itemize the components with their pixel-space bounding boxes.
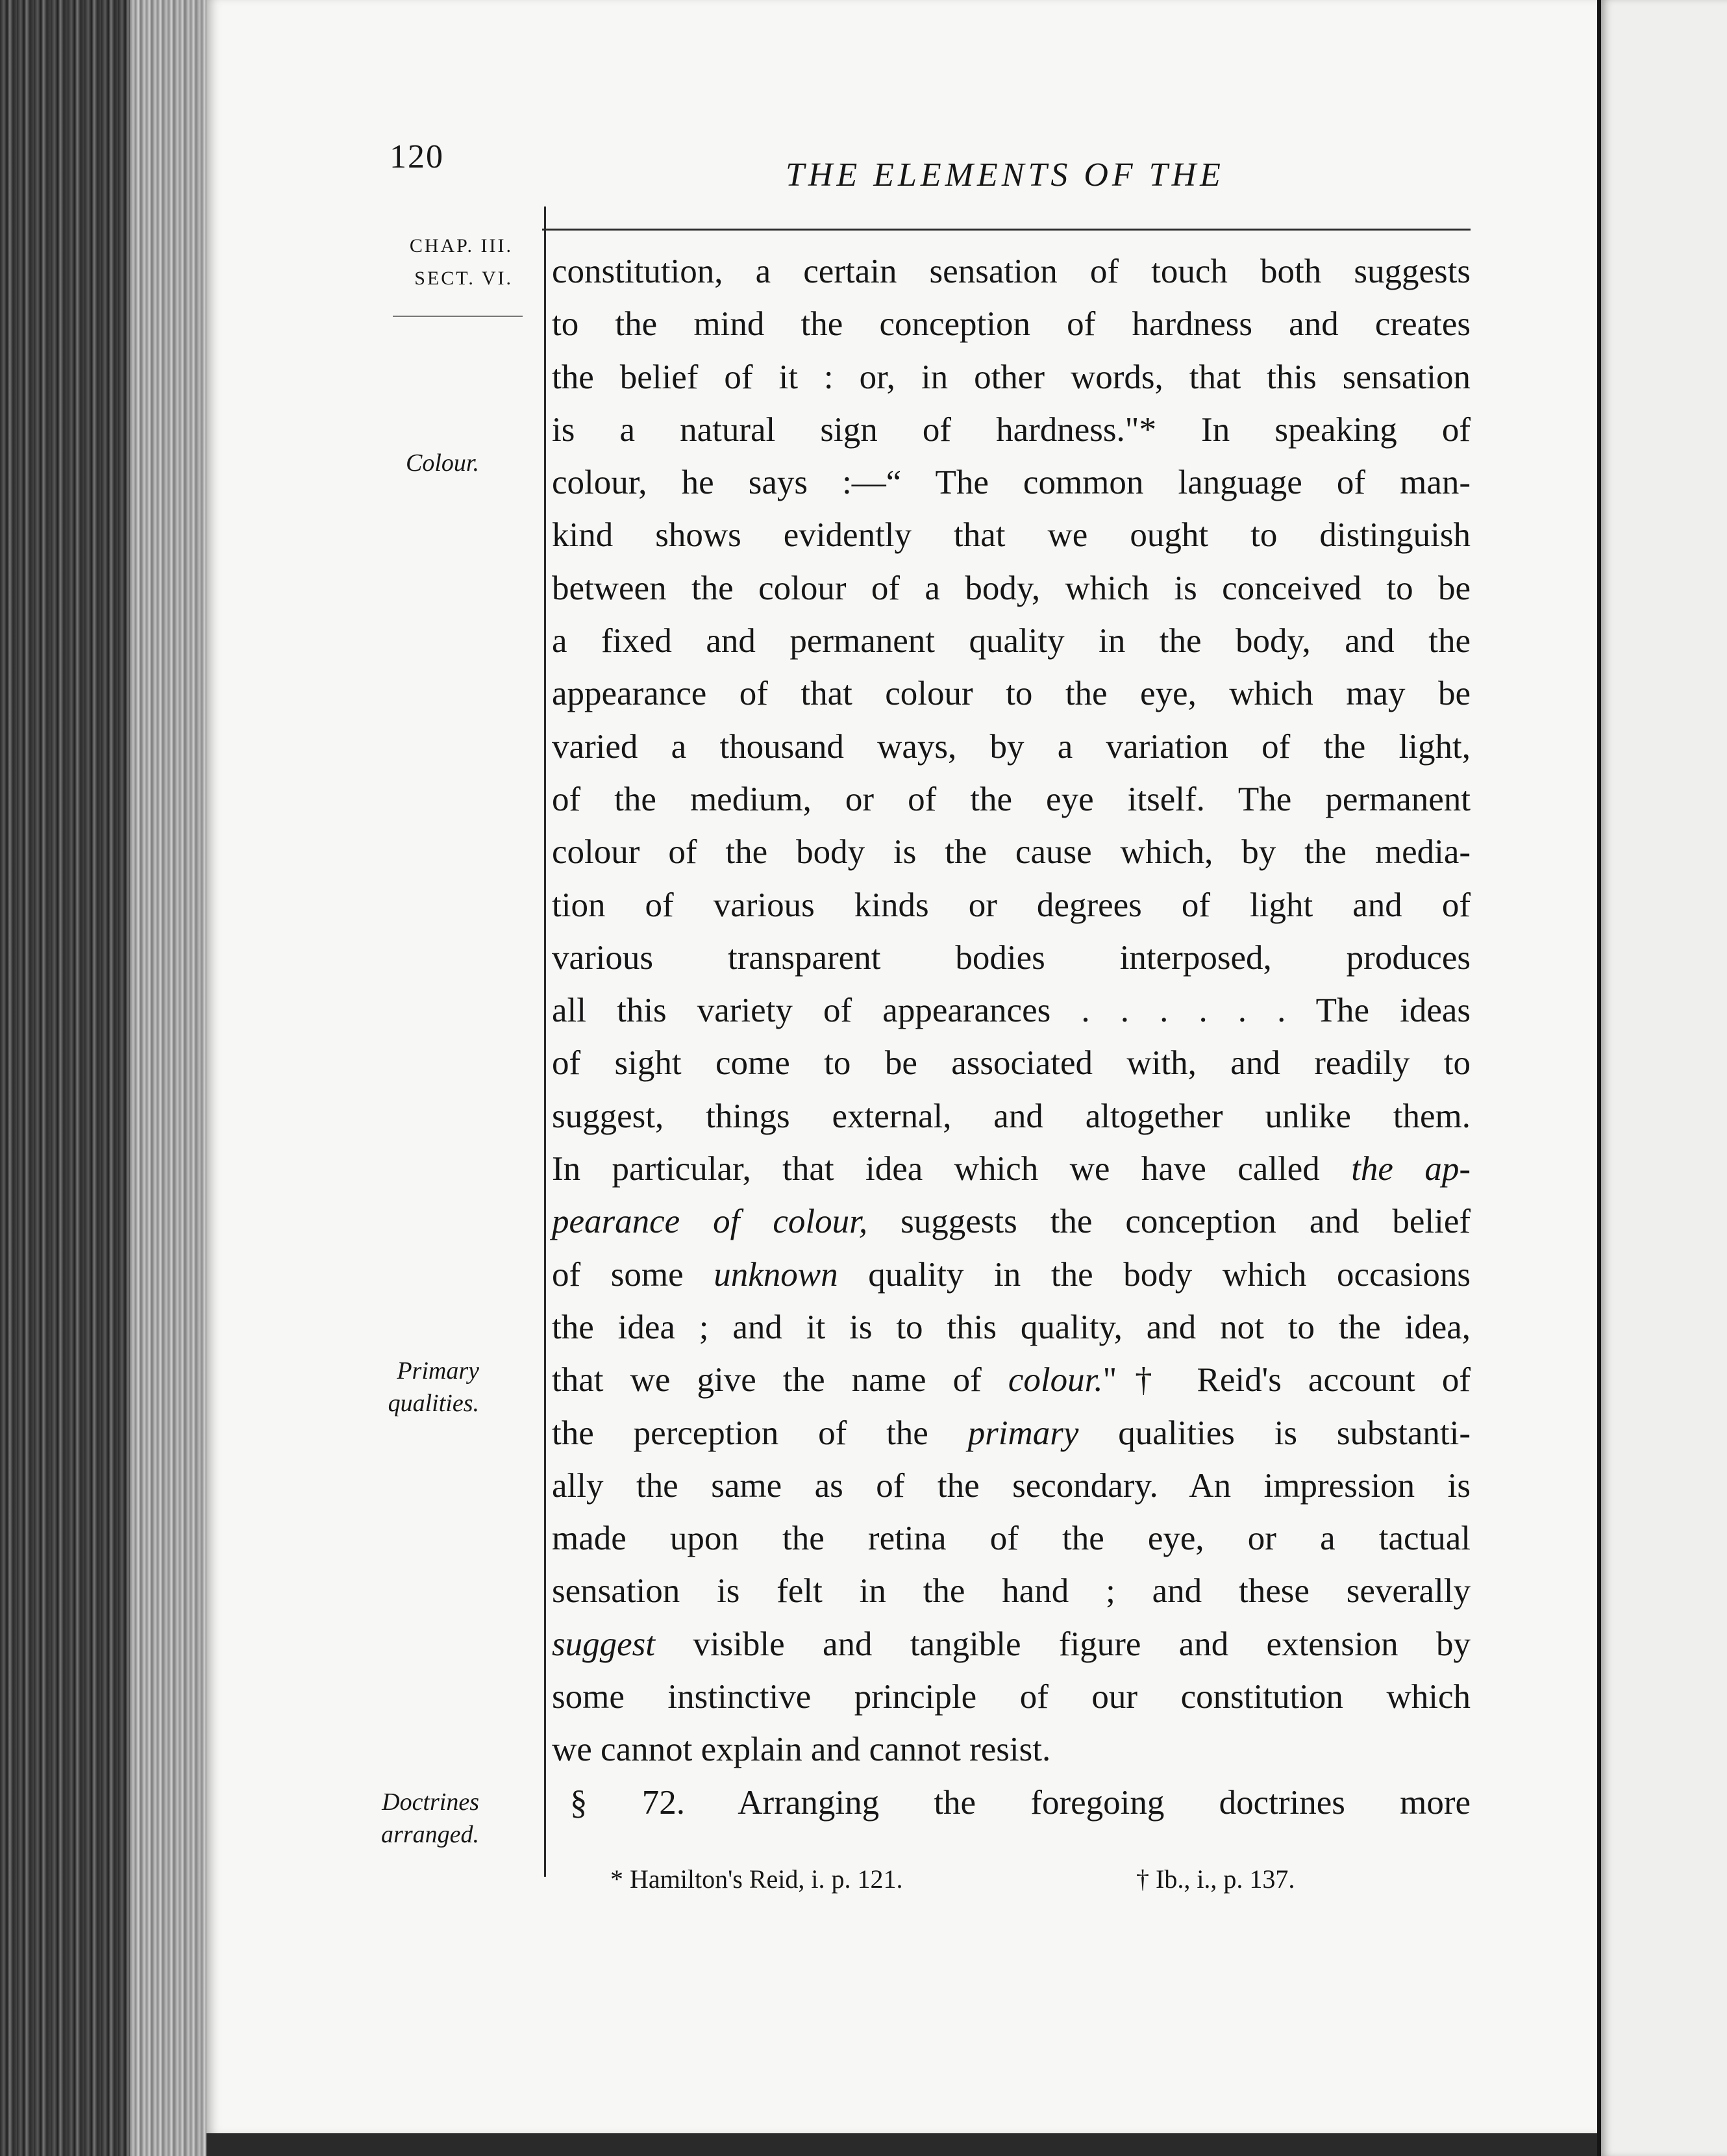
text-line: all this variety of appearances . . . . . . The ideas (552, 992, 1471, 1030)
text-run-italic: pearance of colour, (552, 1203, 868, 1241)
running-head: THE ELEMENTS OF THE (786, 157, 1224, 194)
page-number: 120 (390, 138, 444, 175)
text-run: qualities is substanti- (1078, 1414, 1471, 1452)
text-run: In particular, that idea which we have called (552, 1150, 1352, 1188)
footnote-1: * Hamilton's Reid, i. p. 121. (610, 1864, 903, 1894)
text-line: we cannot explain and cannot resist. (552, 1731, 1051, 1769)
text-line: colour of the body is the cause which, by the media- (552, 833, 1471, 871)
text-run: "† Reid's account of (1102, 1361, 1471, 1399)
text-line: to the mind the conception of hardness and creates (552, 305, 1471, 344)
facing-page (1597, 0, 1727, 2156)
text-line: various transparent bodies interposed, produces (552, 938, 1471, 977)
text-run: the perception of the (552, 1414, 968, 1452)
text-line: sensation is felt in the hand ; and these severally (552, 1572, 1471, 1611)
margin-section: SECT. VI. (414, 268, 513, 289)
text-run-italic: unknown (714, 1255, 838, 1294)
text-line (552, 1143, 1471, 1196)
margin-note-doctrines-arranged (381, 1786, 479, 1851)
header-rule (542, 229, 1471, 231)
body-text (552, 245, 1471, 1829)
text-run: quality in the body which occasions (838, 1255, 1471, 1294)
margin-chapter: CHAP. III. (409, 235, 513, 257)
text-line: between the colour of a body, which is conceived to be (552, 569, 1471, 607)
text-line: varied a thousand ways, by a variation of the light, (552, 727, 1471, 766)
text-run: that we give the name of (552, 1361, 1008, 1399)
text-line: made upon the retina of the eye, or a tactual (552, 1520, 1471, 1558)
margin-note-primary-qualities (388, 1355, 479, 1420)
footnote-2: † Ib., i., p. 137. (1136, 1864, 1295, 1894)
page-bottom-shadow (206, 2133, 1597, 2156)
text-line: some instinctive principle of our constitution which (552, 1678, 1471, 1716)
margin-divider (393, 316, 523, 317)
text-line: the idea ; and it is to this quality, and not to the idea, (552, 1308, 1471, 1346)
text-line: constitution, a certain sensation of touch both suggests (552, 253, 1471, 290)
margin-note-line: qualities. (388, 1390, 479, 1417)
text-run: of some (552, 1255, 714, 1294)
margin-note-line: Primary (397, 1357, 479, 1385)
text-line (552, 1249, 1471, 1301)
text-run-italic: primary (967, 1414, 1079, 1452)
text-line: tion of various kinds or degrees of light and of (552, 886, 1471, 924)
text-line: appearance of that colour to the eye, which may be (552, 675, 1471, 713)
text-line: is a natural sign of hardness."* In speaking of (552, 410, 1471, 449)
text-line: kind shows evidently that we ought to distinguish (552, 516, 1471, 555)
margin-note-colour-text: Colour. (406, 449, 479, 477)
text-line (552, 1407, 1471, 1460)
margin-note-colour (406, 447, 479, 479)
text-line: colour, he says :—“ The common language of man- (552, 464, 1471, 502)
text-line: of sight come to be associated with, and readily to (552, 1044, 1471, 1083)
text-run-italic: the ap- (1351, 1150, 1471, 1188)
text-line (552, 1196, 1471, 1248)
margin-column-rule (544, 207, 546, 1877)
text-run-italic: colour. (1008, 1361, 1103, 1399)
text-line: ally the same as of the secondary. An impression is (552, 1466, 1471, 1505)
text-line: the belief of it : or, in other words, that this sensation (552, 358, 1471, 396)
text-line: suggest, things external, and altogether unlike them. (552, 1097, 1471, 1135)
text-line: a fixed and permanent quality in the body, and the (552, 622, 1471, 660)
text-line (552, 1354, 1471, 1407)
text-run-italic: suggest (552, 1625, 655, 1663)
text-line: of the medium, or of the eye itself. The permanent (552, 780, 1471, 818)
book-page-edges-light (130, 0, 214, 2156)
text-run: visible and tangible figure and extension by (655, 1625, 1471, 1663)
text-line (552, 1618, 1471, 1671)
text-run: suggests the conception and belief (867, 1203, 1471, 1241)
margin-note-line: Doctrines (382, 1788, 479, 1816)
margin-note-line: arranged. (381, 1821, 479, 1848)
section-72-line: § 72. Arranging the foregoing doctrines more (570, 1783, 1471, 1822)
